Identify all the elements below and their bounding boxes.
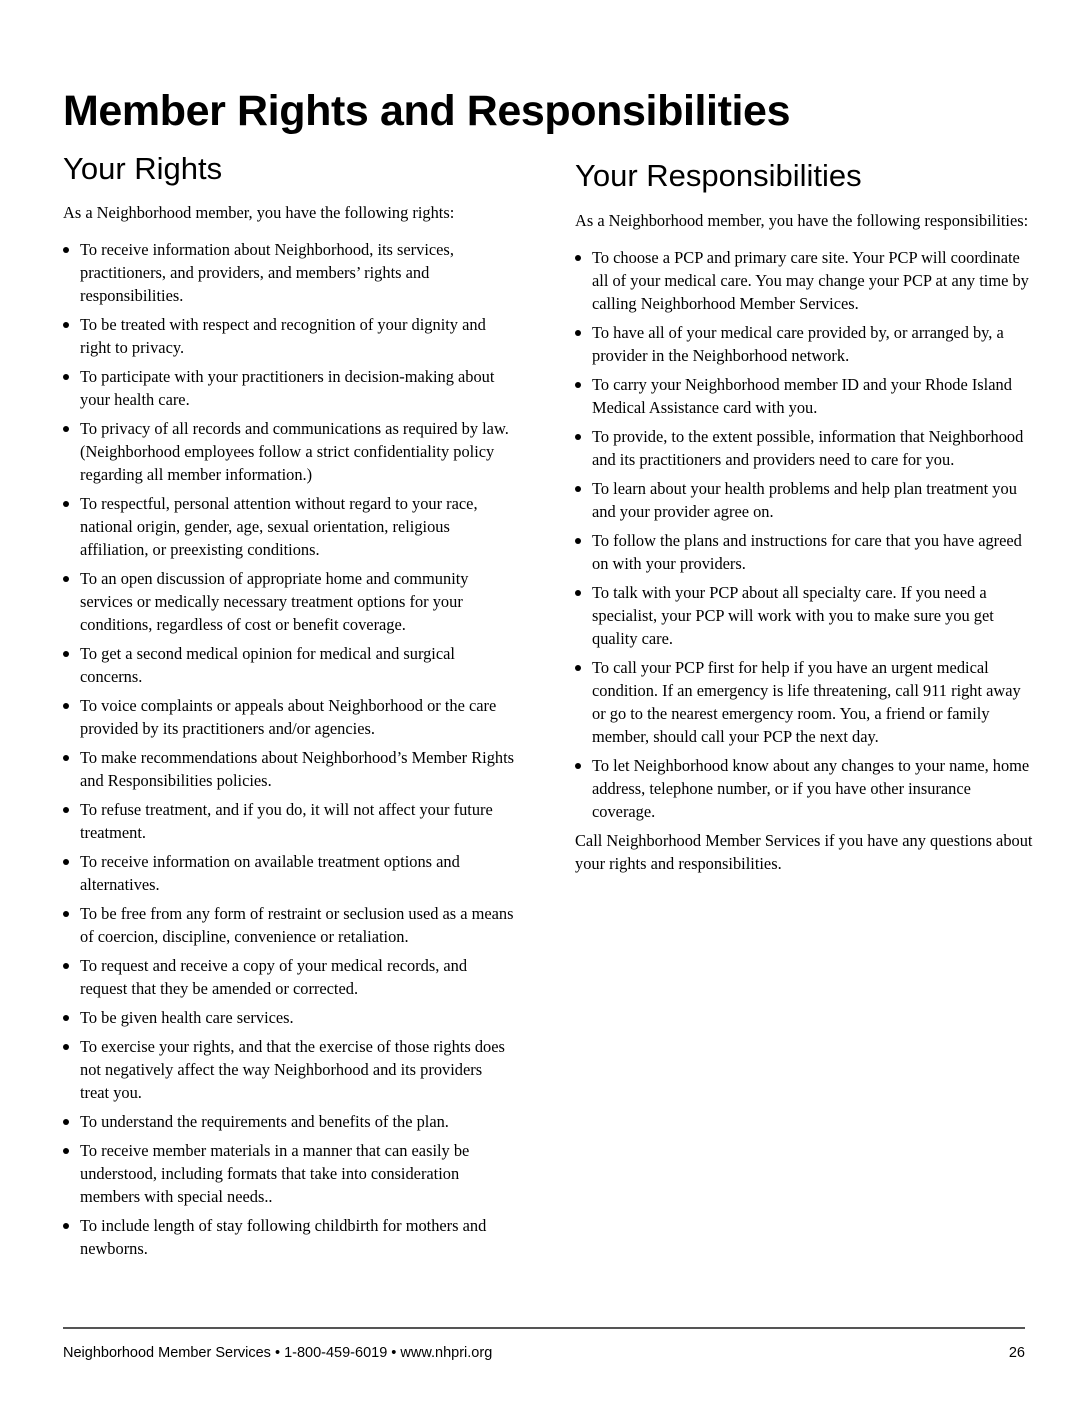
bullet-icon [63, 911, 69, 917]
list-item: To provide, to the extent possible, information that Neighborhood and its practitioners and providers need to care for you. [575, 425, 1035, 471]
bullet-icon [575, 486, 581, 492]
bullet-icon [63, 247, 69, 253]
bullet-icon [63, 576, 69, 582]
list-item: To carry your Neighborhood member ID and your Rhode Island Medical Assistance card with you. [575, 373, 1035, 419]
bullet-icon [575, 382, 581, 388]
footer-divider [63, 1327, 1025, 1329]
bullet-icon [63, 963, 69, 969]
footer-contact: Neighborhood Member Services • 1-800-459-6019 • www.nhpri.org [63, 1345, 493, 1361]
bullet-icon [575, 590, 581, 596]
list-item: To talk with your PCP about all specialty care. If you need a specialist, your PCP will work with you to make sure you get quality care. [575, 581, 1035, 650]
list-item: To make recommendations about Neighborhood’s Member Rights and Responsibilities policies. [63, 746, 515, 792]
bullet-icon [63, 703, 69, 709]
bullet-icon [575, 434, 581, 440]
list-item: To refuse treatment, and if you do, it will not affect your future treatment. [63, 798, 515, 844]
list-item: To let Neighborhood know about any changes to your name, home address, telephone number, or if you have other insurance coverage. [575, 754, 1035, 823]
list-item: To choose a PCP and primary care site. Your PCP will coordinate all of your medical care. You may change your PCP at any time by calling Neighborhood Member Services. [575, 246, 1035, 315]
list-item: To call your PCP first for help if you have an urgent medical condition. If an emergency is life threatening, call 911 right away or go to the nearest emergency room. You, a friend or family member, should call your PCP the next day. [575, 656, 1035, 748]
page-number: 26 [1008, 1345, 1025, 1361]
bullet-icon [63, 501, 69, 507]
list-item: To an open discussion of appropriate home and community services or medically necessary treatment options for your conditions, regardless of cost or benefit coverage. [63, 567, 515, 636]
list-item: To have all of your medical care provided by, or arranged by, a provider in the Neighborhood network. [575, 321, 1035, 367]
bullet-icon [63, 651, 69, 657]
list-item: To be treated with respect and recognition of your dignity and right to privacy. [63, 313, 515, 359]
bullet-icon [575, 665, 581, 671]
bullet-icon [63, 374, 69, 380]
list-item: To get a second medical opinion for medical and surgical concerns. [63, 642, 515, 688]
rights-heading: Your Rights [63, 151, 223, 186]
bullet-icon [575, 763, 581, 769]
list-item: To learn about your health problems and help plan treatment you and your provider agree on. [575, 477, 1035, 523]
bullet-icon [63, 807, 69, 813]
bullet-icon [575, 538, 581, 544]
list-item: To respectful, personal attention without regard to your race, national origin, gender, age, sexual orientation, religious affiliation, or preexisting conditions. [63, 492, 515, 561]
responsibilities-list [575, 246, 1035, 823]
responsibilities-section [575, 157, 1035, 875]
rights-intro: As a Neighborhood member, you have the following rights: [63, 202, 455, 222]
list-item: To be free from any form of restraint or seclusion used as a means of coercion, discipline, convenience or retaliation. [63, 902, 515, 948]
list-item: To voice complaints or appeals about Neighborhood or the care provided by its practitioners and/or agencies. [63, 694, 515, 740]
responsibilities-intro: As a Neighborhood member, you have the following responsibilities: [575, 210, 1029, 230]
bullet-icon [63, 859, 69, 865]
list-item: To request and receive a copy of your medical records, and request that they be amended or corrected. [63, 954, 515, 1000]
bullet-icon [63, 1148, 69, 1154]
bullet-icon [63, 1044, 69, 1050]
bullet-icon [63, 322, 69, 328]
list-item: To include length of stay following childbirth for mothers and newborns. [63, 1214, 515, 1260]
responsibilities-closing: Call Neighborhood Member Services if you have any questions about your rights and responsibilities. [575, 830, 1033, 873]
bullet-icon [63, 426, 69, 432]
list-item: To understand the requirements and benefits of the plan. [63, 1110, 515, 1133]
bullet-icon [575, 330, 581, 336]
rights-section [63, 150, 515, 1266]
list-item: To participate with your practitioners in decision-making about your health care. [63, 365, 515, 411]
responsibilities-heading: Your Responsibilities [575, 158, 862, 193]
bullet-icon [63, 1015, 69, 1021]
list-item: To receive member materials in a manner that can easily be understood, including formats that take into consideration members with special needs.. [63, 1139, 515, 1208]
bullet-icon [63, 755, 69, 761]
bullet-icon [575, 255, 581, 261]
rights-list [63, 238, 515, 1260]
list-item: To privacy of all records and communications as required by law. (Neighborhood employees follow a strict confidentiality policy regarding all member information.) [63, 417, 515, 486]
list-item: To be given health care services. [63, 1006, 515, 1029]
bullet-icon [63, 1119, 69, 1125]
list-item: To receive information about Neighborhood, its services, practitioners, and providers, and members’ rights and responsibilities. [63, 238, 515, 307]
page-title: Member Rights and Responsibilities [63, 87, 791, 135]
bullet-icon [63, 1223, 69, 1229]
list-item: To follow the plans and instructions for care that you have agreed on with your providers. [575, 529, 1035, 575]
list-item: To exercise your rights, and that the exercise of those rights does not negatively affect the way Neighborhood and its providers treat you. [63, 1035, 515, 1104]
list-item: To receive information on available treatment options and alternatives. [63, 850, 515, 896]
